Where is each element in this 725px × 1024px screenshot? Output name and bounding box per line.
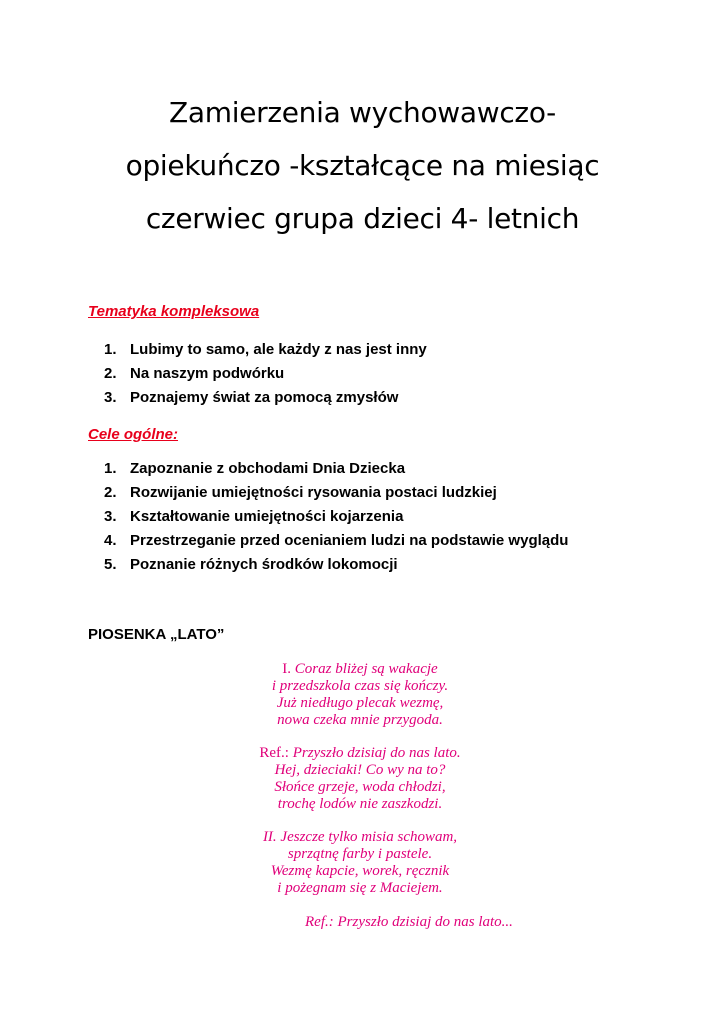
title-line-3: czerwiec grupa dzieci 4- letnich: [145, 202, 580, 235]
stanza-line: Już niedługo plecak wezmę,: [276, 695, 444, 711]
page-title: [60, 86, 665, 245]
cele-list: [104, 457, 568, 577]
stanza-line: trochę lodów nie zaszkodzi.: [277, 796, 443, 812]
stanza-line: Hej, dzieciaki! Co wy na to?: [274, 762, 446, 778]
cele-heading: Cele ogólne:: [88, 426, 179, 443]
list-item: 5. Poznanie różnych środków lokomocji: [104, 556, 398, 573]
stanza-line: I. Coraz bliżej są wakacje: [282, 661, 438, 677]
stanza-line: Wezmę kapcie, worek, ręcznik: [270, 863, 450, 879]
list-item: 1. Zapoznanie z obchodami Dnia Dziecka: [104, 460, 406, 477]
stanza-line: Ref.: Przyszło dzisiaj do nas lato.: [259, 745, 461, 761]
stanza-line: II. Jeszcze tylko misia schowam,: [262, 829, 458, 845]
list-item: 3. Kształtowanie umiejętności kojarzenia: [104, 508, 404, 525]
stanza-line: i przedszkola czas się kończy.: [271, 678, 449, 694]
stanza-line: sprzątnę farby i pastele.: [287, 846, 433, 862]
list-item: 1. Lubimy to samo, ale każdy z nas jest inny: [104, 341, 427, 358]
song-title: PIOSENKA „LATO”: [88, 626, 225, 643]
song-stanza-1: [200, 661, 520, 729]
stanza-line: i pożegnam się z Maciejem.: [277, 880, 443, 896]
list-item: 3. Poznajemy świat za pomocą zmysłów: [104, 389, 399, 406]
song-refrain: [200, 745, 520, 813]
stanza-line: Słońce grzeje, woda chłodzi,: [274, 779, 446, 795]
list-item: 2. Na naszym podwórku: [104, 365, 285, 382]
title-line-1: Zamierzenia wychowawczo-: [169, 96, 556, 129]
list-item: 2. Rozwijanie umiejętności rysowania postaci ludzkiej: [104, 484, 497, 501]
tematyka-heading: Tematyka kompleksowa: [88, 303, 260, 320]
stanza-line: nowa czeka mnie przygoda.: [277, 712, 443, 728]
title-line-2: opiekuńczo -kształcące na miesiąc: [125, 149, 600, 182]
list-item: 4. Przestrzeganie przed ocenianiem ludzi na podstawie wyglądu: [104, 532, 569, 549]
song-stanza-2: [200, 829, 520, 897]
song-refrain-repeat: Ref.: Przyszło dzisiaj do nas lato...: [305, 914, 513, 930]
tematyka-list: [104, 338, 427, 410]
